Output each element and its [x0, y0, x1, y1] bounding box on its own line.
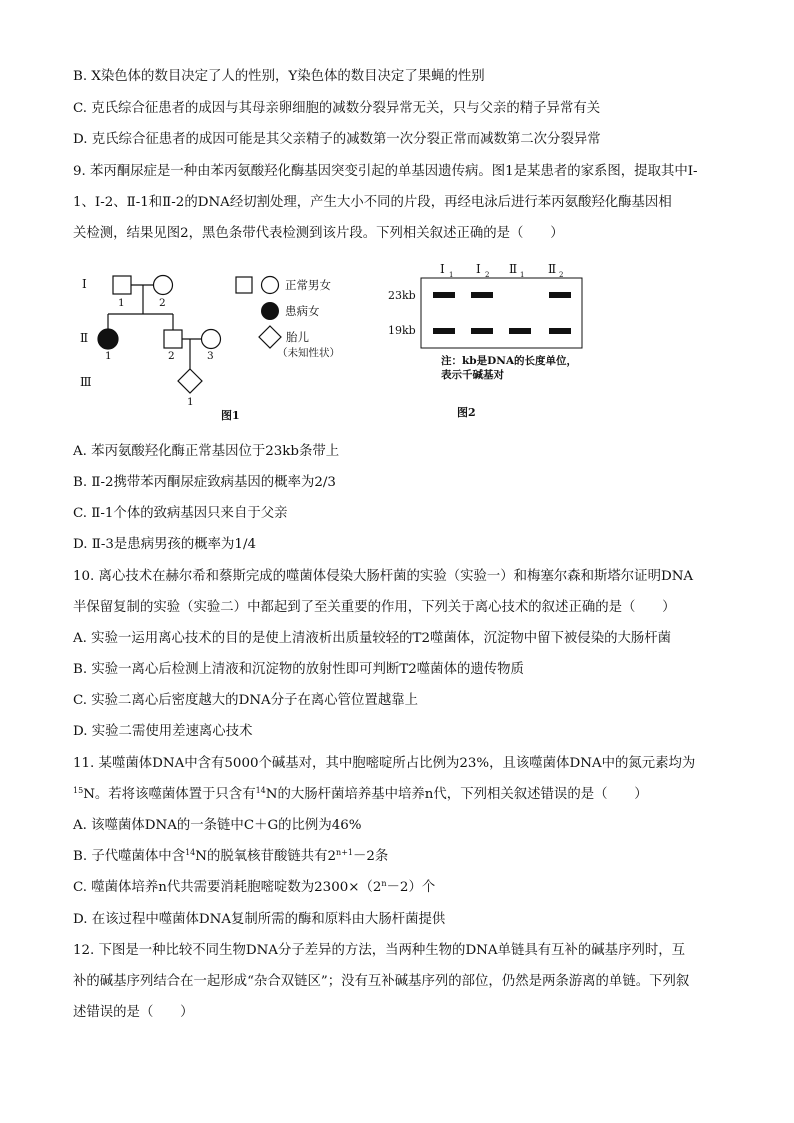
- generation-label-ii: Ⅱ: [80, 331, 89, 345]
- individual-i2-female-normal: [154, 276, 173, 295]
- legend-fetus-icon: [259, 326, 281, 348]
- generation-label-i: Ⅰ: [82, 277, 87, 291]
- legend-fetus-sublabel: （未知性状）: [277, 347, 340, 359]
- q10-stem-line-2: 半保留复制的实验（实验二）中都起到了至关重要的作用，下列关于离心技术的叙述正确的是（ ）: [73, 600, 676, 615]
- label-iii1: 1: [187, 396, 194, 408]
- gel-note-line-2: 表示千碱基对: [441, 369, 504, 381]
- band-i2-23kb: [471, 292, 493, 298]
- q10-stem-line-1: 10. 离心技术在赫尔希和蔡斯完成的噬菌体侵染大肠杆菌的实验（实验一）和梅塞尔森和斯塔尔证明DNA: [73, 569, 694, 584]
- q12-stem-line-1: 12. 下图是一种比较不同生物DNA分子差异的方法，当两种生物的DNA单链具有互补的碱基序列时，互: [73, 943, 686, 958]
- q9-stem-line-1: 9. 苯丙酮尿症是一种由苯丙氨酸羟化酶基因突变引起的单基因遗传病。图1是某患者的家系图，提取其中Ⅰ-: [73, 164, 698, 179]
- gel-note-line-1: 注：kb是DNA的长度单位，: [441, 355, 577, 367]
- lane-label-ii2: Ⅱ: [548, 262, 557, 276]
- individual-ii3-female-normal: [202, 330, 221, 349]
- band-ii2-19kb: [549, 328, 571, 334]
- q9-option-d: D. Ⅱ-3是患病男孩的概率为1/4: [73, 537, 256, 552]
- q10-option-d: D. 实验二需使用差速离心技术: [73, 724, 253, 739]
- band-i2-19kb: [471, 328, 493, 334]
- electrophoresis-figure: [385, 258, 595, 423]
- q11-option-b: B. 子代噬菌体中含$^{14}$N的脱氧核苷酸链共有$2^{n+1}-2$条: [73, 848, 389, 864]
- pedigree-figure: [70, 262, 370, 427]
- legend-fetus-label: 胎儿: [286, 330, 309, 344]
- svg-text:1: 1: [520, 271, 525, 279]
- q9-option-c: C. Ⅱ-1个体的致病基因只来自于父亲: [73, 506, 288, 521]
- label-i1: 1: [118, 297, 125, 309]
- q9-option-b: B. Ⅱ-2携带苯丙酮尿症致病基因的概率为2/3: [73, 475, 336, 490]
- band-size-23kb: 23kb: [388, 289, 416, 302]
- legend-affected-female-icon: [261, 302, 279, 320]
- svg-text:2: 2: [559, 271, 564, 279]
- label-ii2: 2: [168, 350, 175, 362]
- q12-stem-line-3: 述错误的是（ ）: [73, 1005, 194, 1020]
- figure-1-caption: 图1: [221, 409, 240, 422]
- individual-iii1-fetus: [178, 369, 202, 393]
- individual-ii2-male-normal: [164, 330, 182, 348]
- q11-stem-line-1: 11. 某噬菌体DNA中含有5000个碱基对，其中胞嘧啶所占比例为23%，且该噬菌体DNA中的氮元素均为: [73, 756, 696, 771]
- q10-option-c: C. 实验二离心后密度越大的DNA分子在离心管位置越靠上: [73, 693, 418, 708]
- band-size-19kb: 19kb: [388, 324, 416, 337]
- label-ii1: 1: [105, 350, 112, 362]
- lane-label-i2: Ⅰ: [476, 262, 481, 276]
- legend-normal-label: 正常男女: [285, 278, 331, 292]
- lane-label-ii1: Ⅱ: [509, 262, 518, 276]
- q8-option-c: C. 克氏综合征患者的成因与其母亲卵细胞的减数分裂异常无关，只与父亲的精子异常有关: [73, 101, 601, 116]
- q9-stem-line-2: 1、Ⅰ-2、Ⅱ-1和Ⅱ-2的DNA经切割处理，产生大小不同的片段，再经电泳后进行苯丙氨酸羟化酶基因相: [73, 195, 672, 210]
- q8-option-d: D. 克氏综合征患者的成因可能是其父亲精子的减数第一次分裂正常而减数第二次分裂异常: [73, 132, 601, 147]
- individual-i1-male-normal: [113, 276, 131, 294]
- q10-option-b: B. 实验一离心后检测上清液和沉淀物的放射性即可判断T2噬菌体的遗传物质: [73, 662, 524, 677]
- q11-option-a: A. 该噬菌体DNA的一条链中C＋G的比例为46%: [73, 818, 362, 833]
- legend-affected-label: 患病女: [285, 304, 320, 318]
- q12-stem-line-2: 补的碱基序列结合在一起形成“杂合双链区”；没有互补碱基序列的部位，仍然是两条游离的单链。下列叙: [73, 974, 690, 989]
- q11-stem-line-2: $^{15}$N。若将该噬菌体置于只含有$^{14}$N的大肠杆菌培养基中培养n代，下列相关叙述错误的是（ ）: [73, 786, 648, 802]
- band-ii1-19kb: [509, 328, 531, 334]
- legend-male-normal-icon: [236, 277, 252, 293]
- label-ii3: 3: [207, 350, 214, 362]
- generation-label-iii: Ⅲ: [80, 375, 92, 389]
- q8-option-b: B. X染色体的数目决定了人的性别，Y染色体的数目决定了果蝇的性别: [73, 69, 485, 84]
- q11-option-c: C. 噬菌体培养n代共需要消耗胞嘧啶数为$2300\times(2^n-2)$个: [73, 879, 436, 895]
- legend-female-normal-icon: [262, 277, 279, 294]
- q9-stem-line-3: 关检测，结果见图2，黑色条带代表检测到该片段。下列相关叙述正确的是（ ）: [73, 226, 564, 241]
- band-i1-23kb: [433, 292, 455, 298]
- figure-2-caption: 图2: [457, 406, 476, 419]
- q10-option-a: A. 实验一运用离心技术的目的是使上清液析出质量较轻的T2噬菌体，沉淀物中留下被侵染的大肠杆菌: [73, 631, 672, 646]
- q9-option-a: A. 苯丙氨酸羟化酶正常基因位于23kb条带上: [73, 444, 340, 459]
- svg-text:1: 1: [449, 271, 454, 279]
- gel-frame: [421, 278, 582, 348]
- svg-text:2: 2: [485, 271, 490, 279]
- lane-label-i1: Ⅰ: [440, 262, 445, 276]
- q11-option-d: D. 在该过程中噬菌体DNA复制所需的酶和原料由大肠杆菌提供: [73, 912, 446, 927]
- band-i1-19kb: [433, 328, 455, 334]
- label-i2: 2: [159, 297, 166, 309]
- band-ii2-23kb: [549, 292, 571, 298]
- individual-ii1-female-affected: [98, 329, 118, 349]
